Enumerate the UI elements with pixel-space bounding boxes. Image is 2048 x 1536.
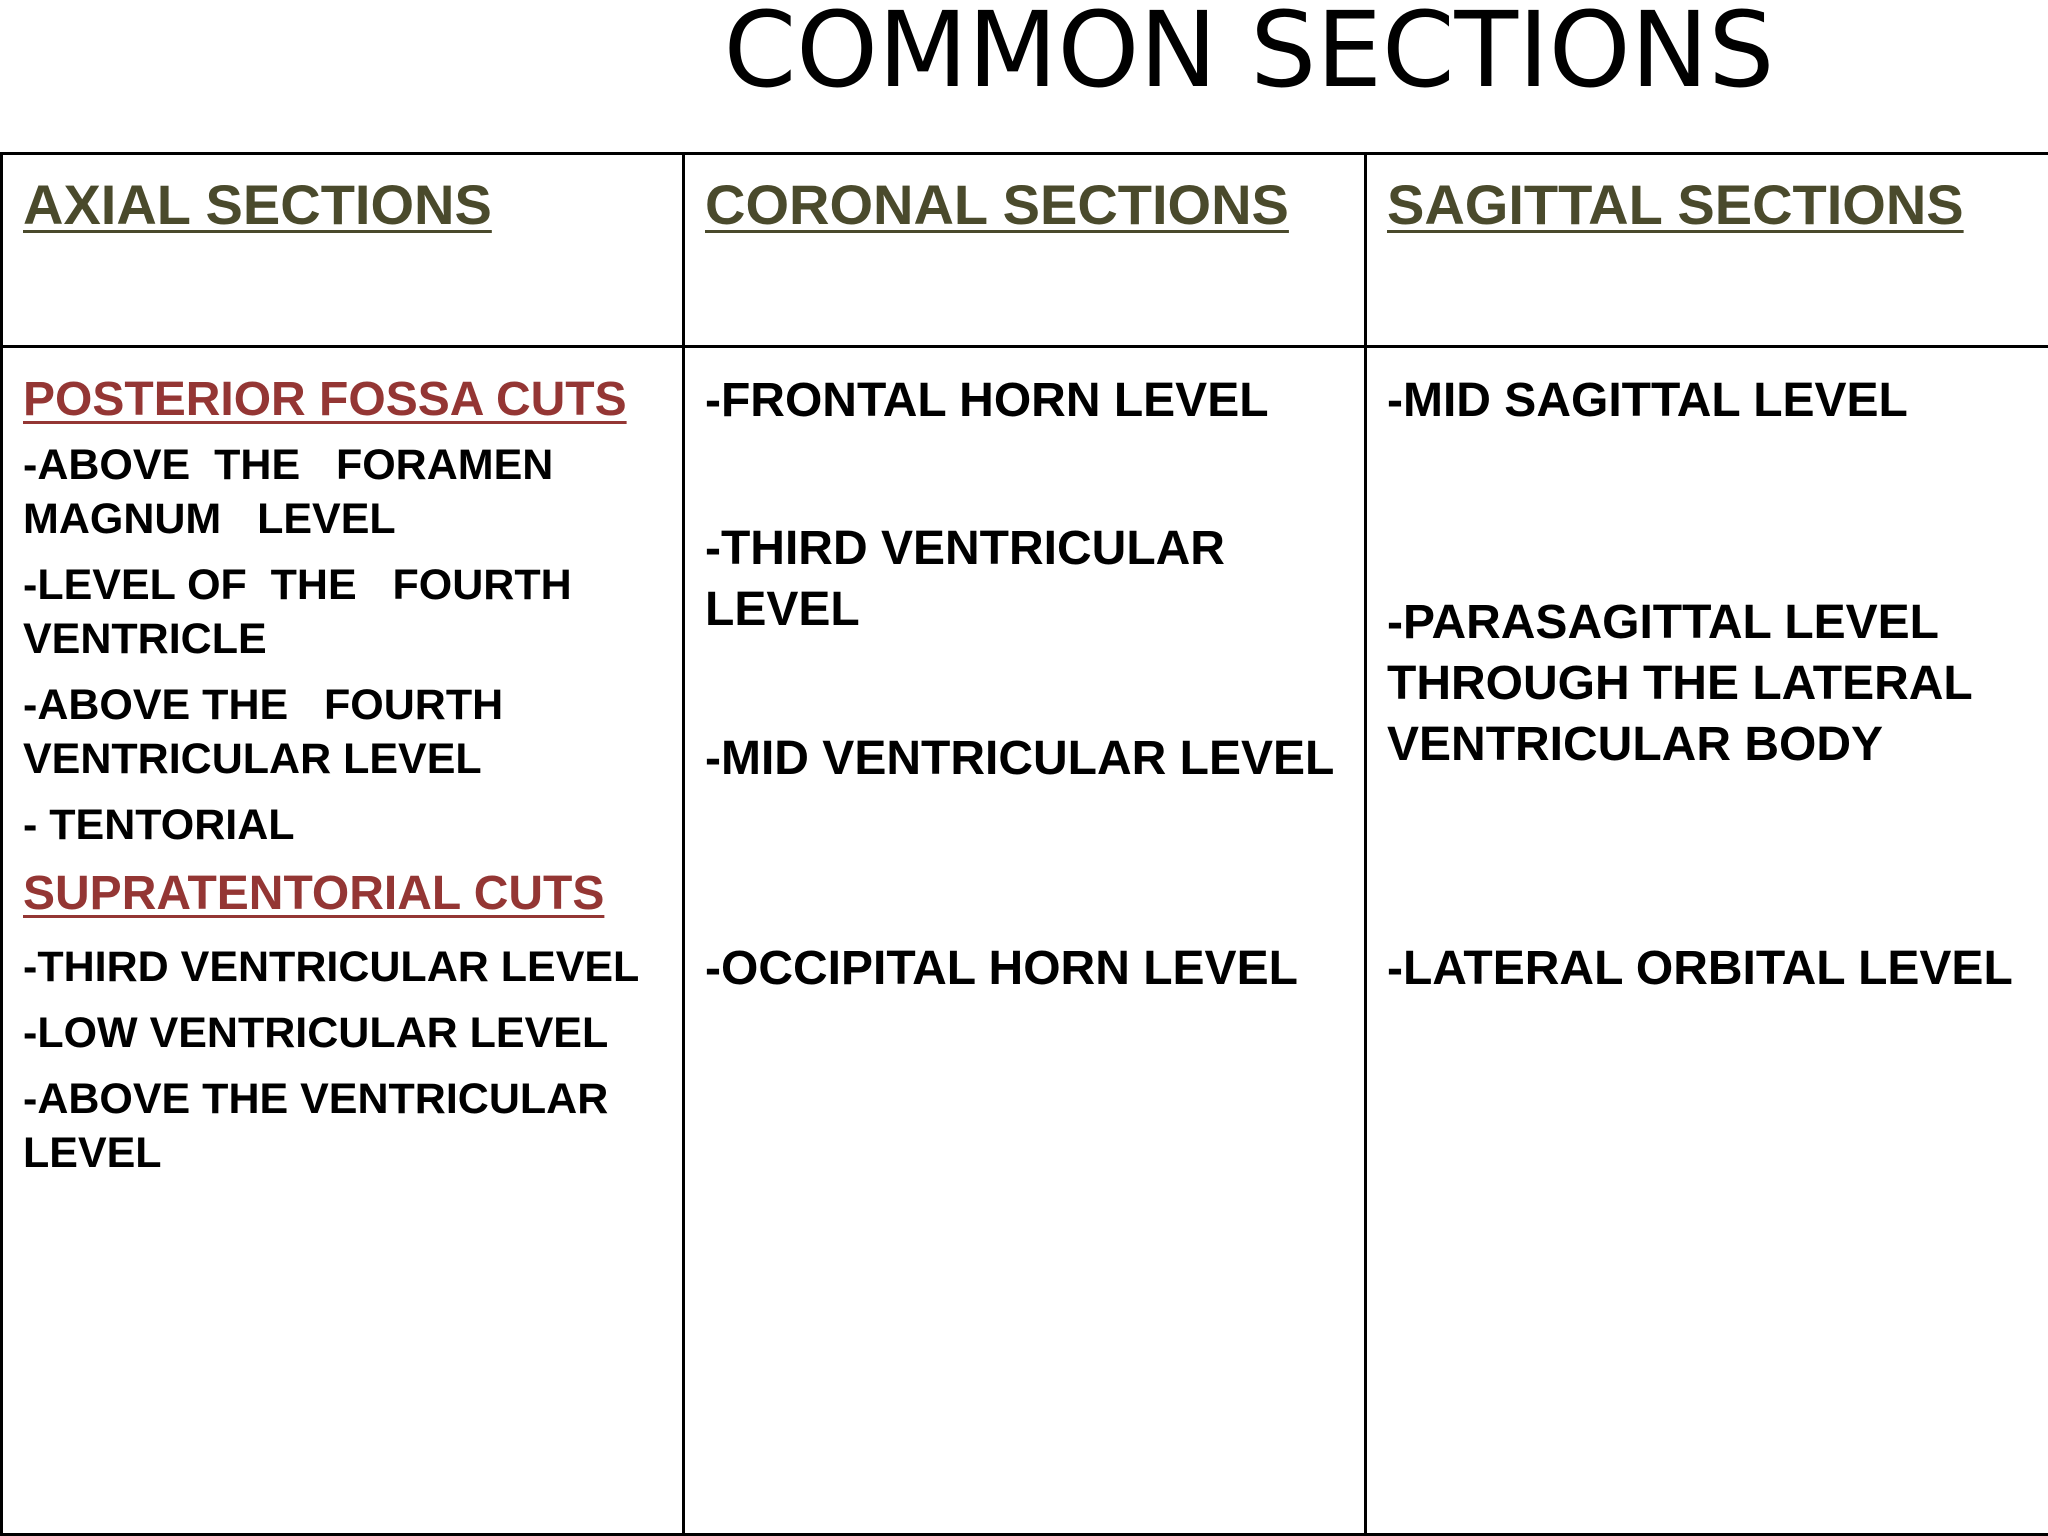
table-header-row [2, 154, 2048, 347]
supratentorial-heading: SUPRATENTORIAL CUTS [23, 867, 605, 920]
list-item: -ABOVE THE VENTRICULAR LEVEL [23, 1075, 621, 1177]
list-item: -LATERAL ORBITAL LEVEL [1387, 942, 2013, 995]
list-item: -ABOVE THE FORAMEN MAGNUM LEVEL [23, 441, 566, 543]
list-item: -THIRD VENTRICULAR LEVEL [23, 943, 640, 991]
list-item: -MID SAGITTAL LEVEL [1387, 374, 1908, 427]
sagittal-header-cell [1366, 154, 2048, 347]
coronal-header-cell [684, 154, 1366, 347]
list-item: -LEVEL OF THE FOURTH VENTRICLE [23, 561, 584, 663]
slide-title: COMMON SECTIONS [723, 0, 1775, 111]
sections-table [0, 152, 2048, 1536]
list-item: - TENTORIAL [23, 801, 295, 849]
table-body-row [2, 347, 2048, 1535]
axial-body-cell [2, 347, 684, 1535]
axial-header-cell [2, 154, 684, 347]
list-item: -MID VENTRICULAR LEVEL [705, 732, 1335, 785]
list-item: -LOW VENTRICULAR LEVEL [23, 1009, 609, 1057]
list-item: -THIRD VENTRICULAR LEVEL [705, 522, 1239, 636]
list-item: -ABOVE THE FOURTH VENTRICULAR LEVEL [23, 681, 516, 783]
coronal-body-cell [684, 347, 1366, 1535]
sagittal-sections-heading: SAGITTAL SECTIONS [1387, 173, 1964, 236]
coronal-sections-heading: CORONAL SECTIONS [705, 173, 1289, 236]
coronal-list [685, 348, 1364, 1528]
sagittal-body-cell [1366, 347, 2048, 1535]
list-item: -OCCIPITAL HORN LEVEL [705, 942, 1298, 995]
list-item: -PARASAGITTAL LEVEL THROUGH THE LATERAL VENTRICULAR BODY [1387, 596, 1986, 771]
posterior-fossa-heading: POSTERIOR FOSSA CUTS [23, 373, 627, 426]
sagittal-list [1367, 348, 2048, 1528]
list-item: -FRONTAL HORN LEVEL [705, 374, 1269, 427]
axial-sections-heading: AXIAL SECTIONS [23, 173, 492, 236]
